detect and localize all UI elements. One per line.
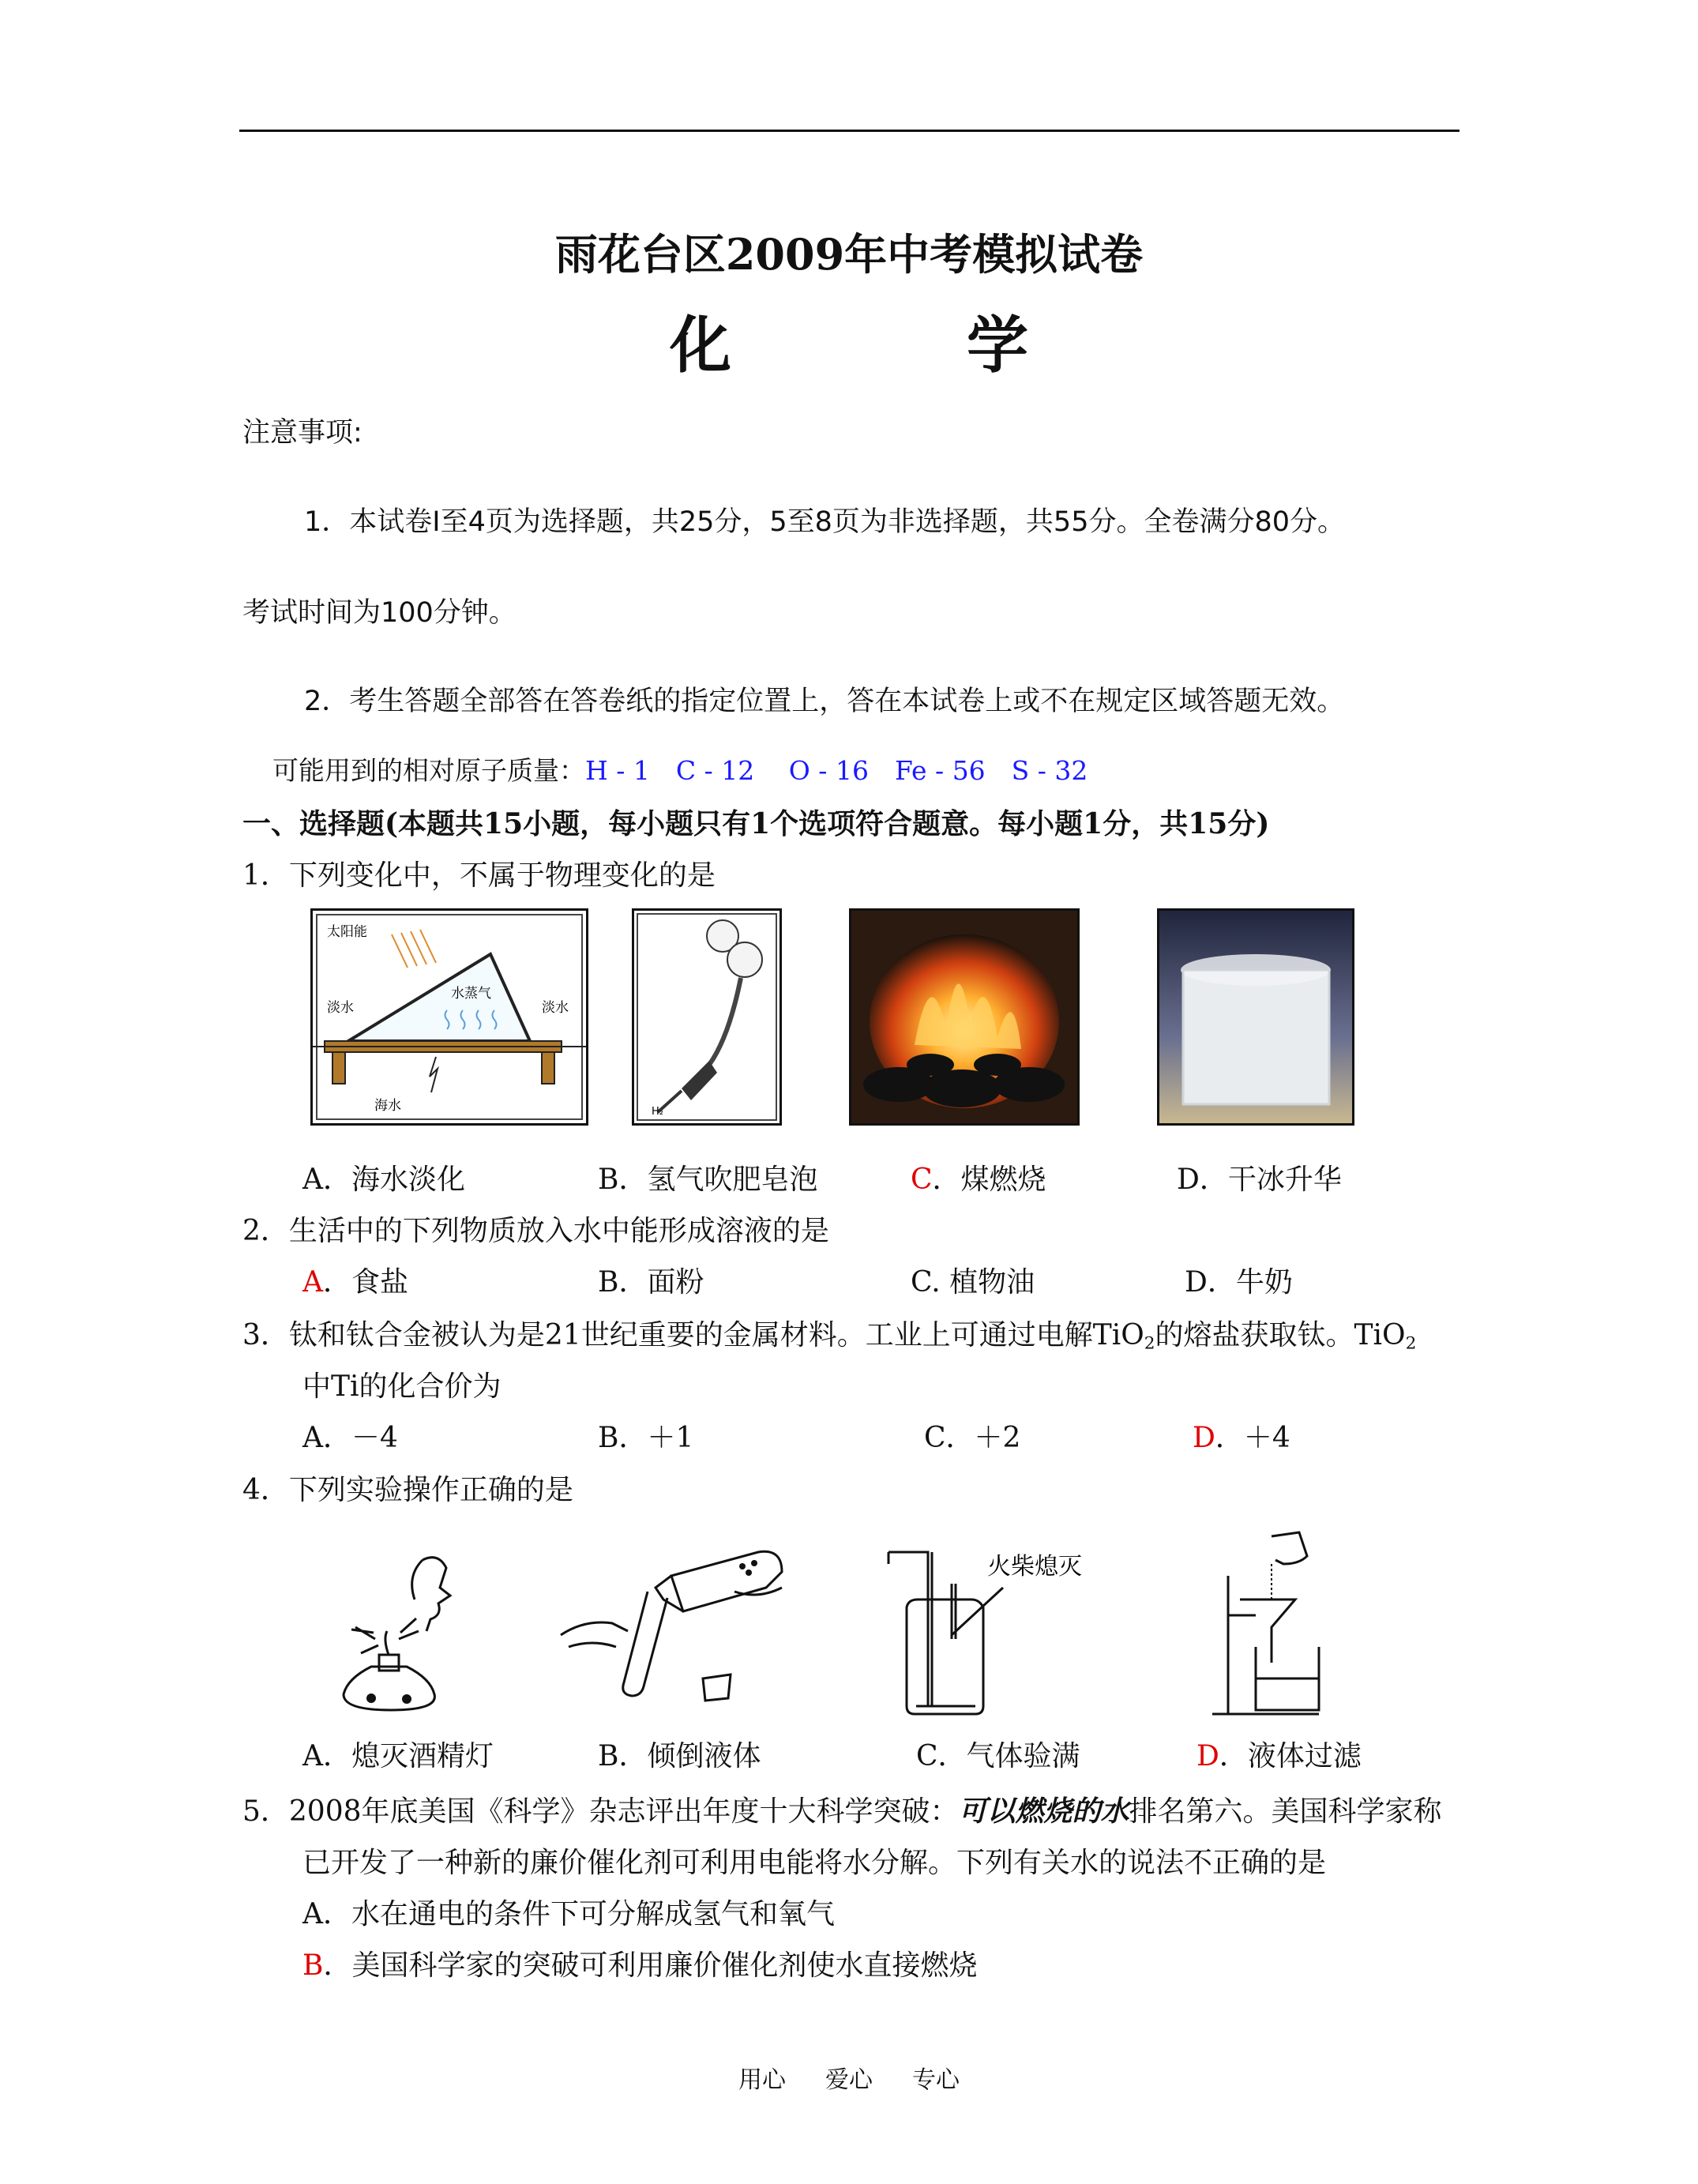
q2-option-d-letter: D: [1185, 1266, 1208, 1299]
q4-figure-pour-liquid: [553, 1544, 806, 1714]
q3-option-d-letter-answer: D: [1193, 1422, 1215, 1454]
q3-stem: [242, 1313, 1416, 1353]
q1-fig-label-fresh-right: 淡水: [542, 1000, 569, 1016]
q5-option-a-letter: A: [302, 1898, 323, 1930]
q4-option-b-text: ．倾倒液体: [618, 1740, 761, 1772]
q4-option-d-text: ．液体过滤: [1219, 1740, 1362, 1772]
notice-item-1-cont: 考试时间为100分钟。: [242, 597, 517, 629]
q1-option-a[interactable]: [302, 1157, 465, 1197]
q5-stem: [242, 1789, 1442, 1829]
header-rule: [239, 130, 1459, 132]
q1-fig-label-fresh-left: 淡水: [327, 1000, 354, 1016]
notice-item-1: 1．本试卷Ⅰ至4页为选择题，共25分，5至8页为非选择题，共55分。全卷满分80分。: [304, 506, 1346, 538]
q1-option-c[interactable]: [911, 1157, 1046, 1197]
q1-option-a-text: ．海水淡化: [323, 1163, 466, 1196]
q5-option-b-text: ．美国科学家的突破可利用廉价催化剂使水直接燃烧: [323, 1949, 978, 1982]
q3-option-a-text: ．－4: [323, 1422, 398, 1454]
q3-subscript-2: 2: [1405, 1333, 1417, 1354]
exam-title: 雨花台区2009年中考模拟试卷: [554, 229, 1144, 280]
q2-option-b-text: ．面粉: [618, 1266, 704, 1299]
q4-option-a[interactable]: [302, 1734, 494, 1774]
q1-option-c-text: ．煤燃烧: [932, 1163, 1046, 1196]
q1-option-b-letter: B: [598, 1163, 619, 1196]
q1-fig-label-sea: 海水: [374, 1098, 401, 1114]
q1-option-d-text: ．干冰升华: [1199, 1163, 1342, 1196]
q5-option-a[interactable]: [302, 1892, 835, 1932]
q5-option-a-text: ．水在通电的条件下可分解成氢气和氧气: [323, 1898, 836, 1930]
q1-fig-label-sun: 太阳能: [327, 924, 367, 940]
q4-option-c-text: ．气体验满: [937, 1740, 1080, 1772]
notice-item-2: 2．考生答题全部答在答卷纸的指定位置上，答在本试卷上或不在规定区域答题无效。: [304, 686, 1345, 717]
q4-option-d-letter-answer: D: [1196, 1740, 1219, 1772]
q5-stem-cont: 已开发了一种新的廉价催化剂可利用电能将水分解。下列有关水的说法不正确的是: [302, 1847, 1327, 1879]
q3-option-b-text: ．＋1: [618, 1422, 694, 1454]
q1-fig-label-vapor: 水蒸气: [451, 986, 491, 1002]
q1-option-d-letter: D: [1177, 1163, 1200, 1196]
q4-option-d[interactable]: [1196, 1734, 1362, 1774]
atomic-mass-values: H - 1 C - 12 O - 16 Fe - 56 S - 32: [585, 755, 1088, 786]
q4-option-a-letter: A: [302, 1740, 323, 1772]
q4-fig-label-match: 火柴熄灭: [987, 1553, 1082, 1581]
q2-option-a[interactable]: [302, 1260, 408, 1300]
q2-option-b-letter: B: [598, 1266, 619, 1299]
q1-stem: 1．下列变化中，不属于物理变化的是: [242, 859, 716, 892]
q1-figure-desalination: [310, 908, 588, 1126]
q3-option-b-letter: B: [598, 1422, 619, 1454]
q1-figure-dry-ice: [1157, 908, 1354, 1126]
page-footer: [0, 2060, 1698, 2095]
q4-option-c-letter: C: [916, 1740, 938, 1772]
q1-option-a-letter: A: [302, 1163, 323, 1196]
q4-option-a-text: ．熄灭酒精灯: [323, 1740, 494, 1772]
q2-option-c-letter: C: [911, 1266, 932, 1299]
q4-option-b[interactable]: [598, 1734, 761, 1774]
q2-option-d[interactable]: [1185, 1260, 1293, 1300]
footer-text-3: 专心: [912, 2066, 960, 2094]
q1-option-b[interactable]: [598, 1157, 817, 1197]
q2-option-d-text: ．牛奶: [1207, 1266, 1293, 1299]
q3-option-b[interactable]: [598, 1415, 693, 1456]
q1-figure-soap-bubble: [632, 908, 782, 1126]
q5-option-b-letter-answer: B: [302, 1949, 324, 1982]
q4-option-c[interactable]: [916, 1734, 1080, 1774]
q3-option-c-text: ．＋2: [945, 1422, 1021, 1454]
q3-option-a-letter: A: [302, 1422, 323, 1454]
q2-stem: 2．生活中的下列物质放入水中能形成溶液的是: [242, 1215, 829, 1247]
q3-stem-part-b: 的熔盐获取钛。TiO: [1155, 1319, 1406, 1351]
q4-figure-gas-check: [877, 1544, 1137, 1722]
q3-option-c-letter: C: [924, 1422, 946, 1454]
section-1-heading: 一、选择题(本题共15小题，每小题只有1个选项符合题意。每小题1分，共15分): [242, 807, 1270, 840]
q5-option-b[interactable]: [302, 1943, 977, 1983]
q1-option-b-text: ．氢气吹肥皂泡: [618, 1163, 818, 1196]
q1-figure-coal-fire: [849, 908, 1080, 1126]
subject-title: 化 学: [669, 310, 1115, 382]
q4-figure-filtration: [1208, 1528, 1358, 1722]
q4-stem: 4．下列实验操作正确的是: [242, 1474, 573, 1506]
q3-option-c[interactable]: [924, 1415, 1020, 1456]
q2-option-b[interactable]: [598, 1260, 704, 1300]
q3-option-d[interactable]: [1193, 1415, 1290, 1456]
q5-stem-part-a: 5．2008年底美国《科学》杂志评出年度十大科学突破：: [242, 1795, 959, 1828]
notice-heading: 注意事项:: [242, 417, 363, 449]
q3-subscript-1: 2: [1144, 1333, 1155, 1354]
q3-stem-cont: 中Ti的化合价为: [302, 1370, 502, 1403]
q5-stem-part-b: 排名第六。美国科学家称: [1129, 1795, 1442, 1828]
q1-option-d[interactable]: [1177, 1157, 1342, 1197]
q2-option-c-text: . 植物油: [931, 1266, 1035, 1299]
q1-option-c-letter-answer: C: [911, 1163, 933, 1196]
q1-fig-label-h2: H₂: [652, 1106, 663, 1118]
atomic-mass-line: [272, 750, 1088, 788]
q3-option-a[interactable]: [302, 1415, 398, 1456]
q2-option-a-text: ．食盐: [323, 1266, 409, 1299]
q3-option-d-text: ．＋4: [1215, 1422, 1290, 1454]
q3-stem-part-a: 3．钛和钛合金被认为是21世纪重要的金属材料。工业上可通过电解TiO: [242, 1319, 1144, 1351]
footer-text-1: 用心: [738, 2066, 786, 2094]
q2-option-a-letter-answer: A: [302, 1266, 323, 1299]
q4-figure-blow-lamp: [312, 1544, 470, 1714]
q5-stem-emphasis: 可以燃烧的水: [958, 1795, 1129, 1828]
atomic-mass-label: 可能用到的相对原子质量：: [272, 755, 585, 786]
q4-option-b-letter: B: [598, 1740, 619, 1772]
footer-text-2: 爱心: [825, 2066, 873, 2094]
q2-option-c[interactable]: [911, 1260, 1035, 1300]
